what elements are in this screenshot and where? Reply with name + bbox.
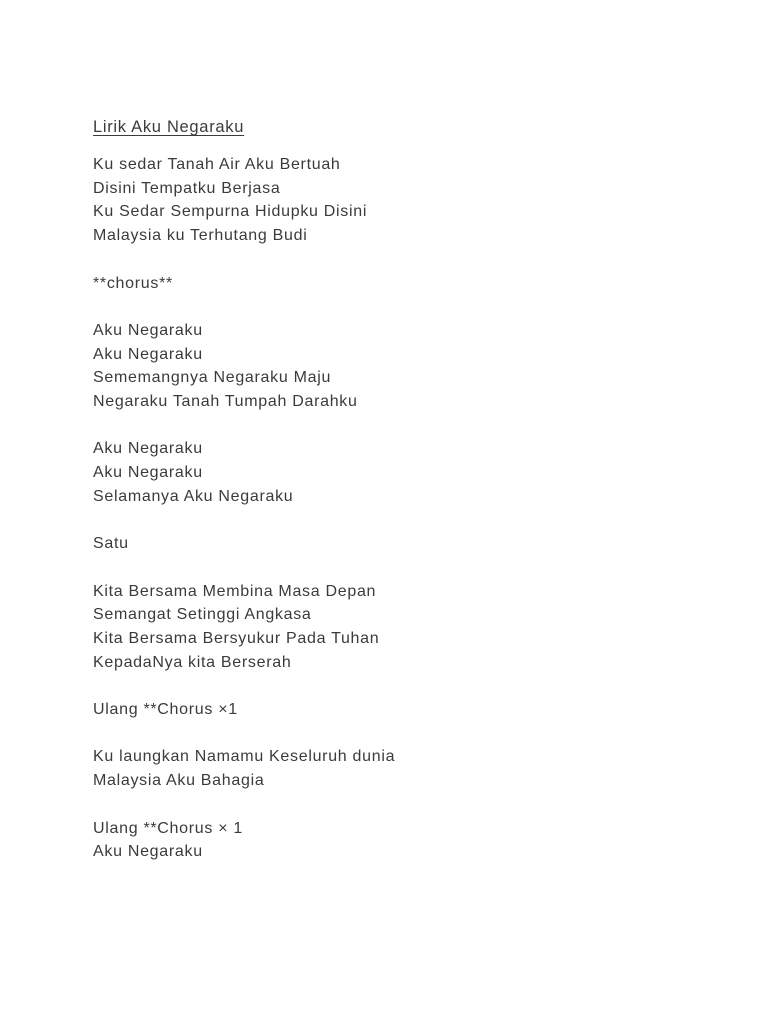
document-title: Lirik Aku Negaraku (93, 118, 245, 136)
lyric-line: Aku Negaraku (93, 464, 203, 482)
lyric-line: Kita Bersama Bersyukur Pada Tuhan (93, 629, 380, 647)
stanza (93, 532, 728, 556)
stanza (93, 153, 728, 248)
lyric-line: Satu (93, 535, 129, 553)
lyric-line: Aku Negaraku (93, 843, 203, 861)
lyric-line: Ulang **Chorus × 1 (93, 819, 244, 837)
lyric-line: Ulang **Chorus ×1 (93, 701, 238, 719)
stanza (93, 437, 728, 508)
lyric-line: Malaysia ku Terhutang Budi (93, 227, 308, 245)
lyric-line: Malaysia Aku Bahagia (93, 772, 265, 790)
lyric-line: Aku Negaraku (93, 345, 203, 363)
lyric-line: Negaraku Tanah Tumpah Darahku (93, 393, 358, 410)
stanza (93, 272, 728, 296)
stanza (93, 698, 728, 722)
lyrics-document (93, 118, 728, 888)
lyric-line: Sememangnya Negaraku Maju (93, 369, 332, 387)
lyric-line: Aku Negaraku (93, 321, 203, 339)
lyric-line: Ku laungkan Namamu Keseluruh dunia (93, 748, 396, 766)
lyric-line: Kita Bersama Membina Masa Depan (93, 582, 377, 600)
lyric-line: Disini Tempatku Berjasa (93, 179, 281, 197)
lyric-line: KepadaNya kita Berserah (93, 653, 292, 671)
lyrics-body (93, 153, 728, 864)
lyric-line: **chorus** (93, 274, 173, 292)
stanza (93, 319, 728, 414)
lyric-line: Ku Sedar Sempurna Hidupku Disini (93, 203, 368, 221)
stanza (93, 580, 728, 675)
stanza (93, 817, 728, 864)
lyric-line: Ku sedar Tanah Air Aku Bertuah (93, 156, 341, 173)
lyric-line: Aku Negaraku (93, 440, 203, 458)
lyric-line: Selamanya Aku Negaraku (93, 487, 294, 505)
lyric-line: Semangat Setinggi Angkasa (93, 606, 312, 624)
stanza (93, 745, 728, 792)
